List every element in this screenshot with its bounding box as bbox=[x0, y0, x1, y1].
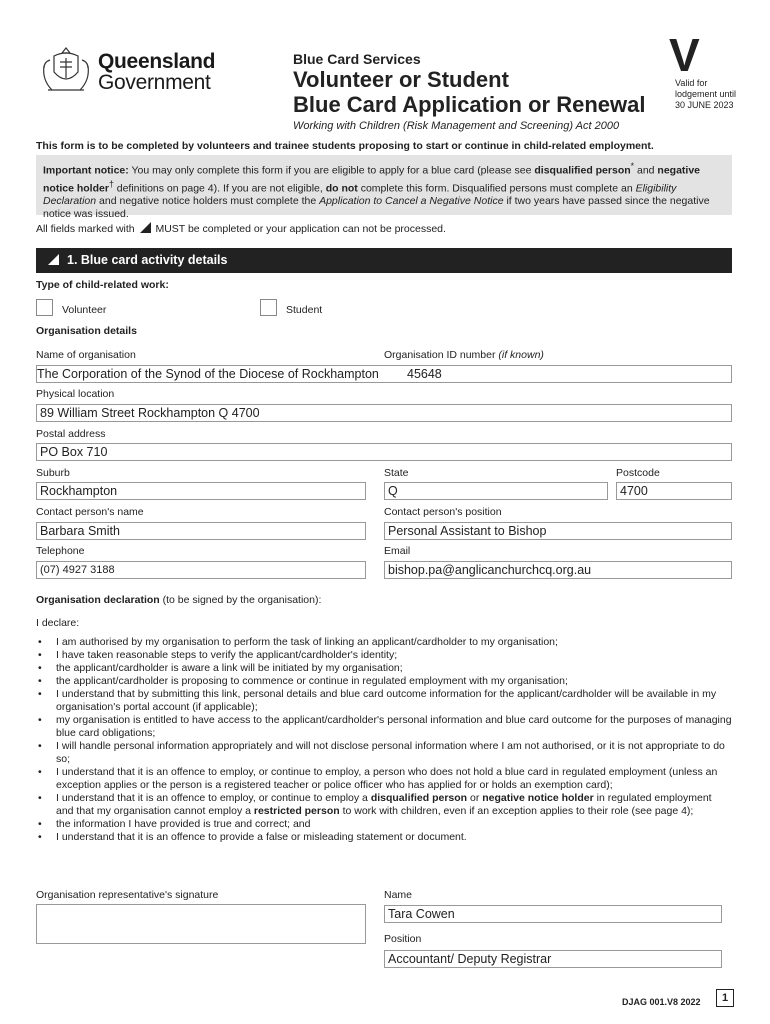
declaration-item: • I understand that it is an offence to employ, or continue to employ, a person who does not hold a blue card in regulated employment (unless an exception applies or the person is a registered teacher or police officer who has applied for or holds an exemption card); bbox=[56, 766, 732, 792]
logo-text-government: Government bbox=[98, 71, 211, 94]
section-1-title: 1. Blue card activity details bbox=[67, 253, 228, 267]
postcode-field[interactable]: 4700 bbox=[616, 482, 732, 500]
org-id-value: 45648 bbox=[407, 367, 442, 381]
rep-position-field[interactable]: Accountant/ Deputy Registrar bbox=[384, 950, 722, 968]
declaration-item bbox=[56, 792, 732, 818]
mandatory-note bbox=[36, 222, 446, 235]
work-type-label: Type of child-related work: bbox=[36, 279, 169, 291]
rep-name-field[interactable]: Tara Cowen bbox=[384, 905, 722, 923]
form-code: DJAG 001.V8 2022 bbox=[622, 997, 701, 1007]
declaration-bold: negative notice holder bbox=[482, 792, 594, 804]
service-name: Blue Card Services bbox=[293, 51, 421, 67]
contact-position-field[interactable]: Personal Assistant to Bishop bbox=[384, 522, 732, 540]
form-title-line2: Blue Card Application or Renewal bbox=[293, 92, 646, 117]
postal-address-label: Postal address bbox=[36, 428, 106, 440]
notice-bold: do not bbox=[325, 182, 358, 194]
signature-box[interactable] bbox=[36, 904, 366, 944]
rep-position-label: Position bbox=[384, 933, 422, 945]
page-number: 1 bbox=[716, 989, 734, 1007]
logo-text-queensland: Queensland bbox=[98, 50, 216, 73]
notice-lead: Important notice: bbox=[43, 164, 129, 177]
mandatory-triangle-icon bbox=[48, 254, 59, 265]
notice-text: if two years have passed since the negative notice was issued. bbox=[43, 195, 710, 220]
declaration-item: • I understand that by submitting this link, personal details and blue card outcome information for the applicant/cardholder will be available in my organisation's portal account (if applicable); bbox=[56, 688, 732, 714]
declaration-text: or bbox=[467, 792, 483, 804]
valid-line1: Valid for bbox=[675, 78, 708, 88]
notice-text: and negative notice holders must complete the bbox=[96, 195, 320, 207]
org-id-hint: (if known) bbox=[498, 349, 544, 361]
postcode-label: Postcode bbox=[616, 467, 660, 479]
email-field[interactable]: bishop.pa@anglicanchurchcq.org.au bbox=[384, 561, 732, 579]
notice-bold: negative notice holder bbox=[43, 164, 701, 194]
declaration-item: • the applicant/cardholder is proposing to commence or continue in regulated employment with my organisation; bbox=[56, 675, 732, 688]
intro-text: This form is to be completed by volunteers and trainee students proposing to start or continue in child-related employment. bbox=[36, 140, 654, 152]
contact-name-field[interactable]: Barbara Smith bbox=[36, 522, 366, 540]
contact-position-label: Contact person's position bbox=[384, 506, 502, 518]
state-field[interactable]: Q bbox=[384, 482, 608, 500]
email-label: Email bbox=[384, 545, 411, 557]
notice-bold: disqualified person bbox=[534, 164, 631, 177]
declaration-text: I understand that it is an offence to employ, or continue to employ a bbox=[56, 792, 371, 804]
declaration-item: • I will handle personal information appropriately and will not disclose personal information where I am not authorised, or it is not appropriate to do so; bbox=[56, 740, 732, 766]
declaration-item: • I understand that it is an offence to provide a false or misleading statement or document. bbox=[56, 831, 732, 844]
declaration-text: to work with children, even if an exception applies to their role (see page 4); bbox=[339, 805, 694, 817]
declaration-item: • I have taken reasonable steps to verify the applicant/cardholder's identity; bbox=[56, 649, 732, 662]
valid-line2: lodgement until bbox=[675, 89, 737, 99]
notice-text: and bbox=[634, 164, 658, 177]
important-notice bbox=[36, 155, 732, 220]
rep-name-label: Name bbox=[384, 889, 413, 901]
suburb-label: Suburb bbox=[36, 467, 70, 479]
declaration-heading bbox=[36, 594, 321, 606]
org-id-label-text: Organisation ID number bbox=[384, 349, 499, 361]
form-title-line1: Volunteer or Student bbox=[293, 67, 509, 92]
physical-location-field[interactable]: 89 William Street Rockhampton Q 4700 bbox=[36, 404, 732, 422]
signature-label: Organisation representative's signature bbox=[36, 889, 219, 901]
declaration-item: • I am authorised by my organisation to perform the task of linking an applicant/cardholder to my organisation; bbox=[56, 636, 732, 649]
mandatory-triangle-icon bbox=[140, 222, 151, 233]
notice-sup: † bbox=[108, 178, 114, 189]
volunteer-label: Volunteer bbox=[62, 304, 107, 316]
section-1-header bbox=[36, 248, 732, 273]
org-name-label: Name of organisation bbox=[36, 349, 136, 361]
i-declare-label: I declare: bbox=[36, 617, 80, 629]
org-name-value: The Corporation of the Synod of the Diocese of Rockhampton bbox=[37, 367, 379, 381]
mandatory-note-pre: All fields marked with bbox=[36, 223, 138, 235]
declaration-bold: disqualified person bbox=[370, 792, 468, 804]
valid-until bbox=[675, 78, 745, 111]
declaration-item: • the applicant/cardholder is aware a link will be initiated by my organisation; bbox=[56, 662, 732, 675]
declaration-text: in regulated employment and that my organisation cannot employ a bbox=[56, 792, 712, 817]
org-details-label: Organisation details bbox=[36, 325, 137, 337]
notice-text: definitions on page 4). If you are not eligible, bbox=[113, 182, 326, 194]
notice-italic: Eligibility Declaration bbox=[43, 182, 677, 207]
volunteer-checkbox[interactable] bbox=[36, 299, 53, 316]
declaration-item: • my organisation is entitled to have access to the applicant/cardholder's personal information and blue card outcome for the purposes of managing blue card obligations; bbox=[56, 714, 732, 740]
act-name: Working with Children (Risk Management and Screening) Act 2000 bbox=[293, 120, 620, 132]
valid-line3: 30 JUNE 2023 bbox=[675, 100, 734, 110]
form-letter: V bbox=[669, 29, 700, 81]
declaration-item: • the information I have provided is true and correct; and bbox=[56, 818, 732, 831]
notice-text: complete this form. Disqualified persons must complete an bbox=[357, 182, 636, 194]
notice-text: You may only complete this form if you are eligible to apply for a blue card (please see bbox=[128, 164, 535, 177]
student-checkbox[interactable] bbox=[260, 299, 277, 316]
student-label: Student bbox=[286, 304, 323, 316]
declaration-list bbox=[36, 636, 732, 844]
notice-italic: Application to Cancel a Negative Notice bbox=[319, 195, 504, 207]
org-name-field[interactable] bbox=[36, 365, 732, 383]
mandatory-note-post: MUST be completed or your application can not be processed. bbox=[152, 223, 446, 235]
notice-sup: * bbox=[630, 161, 635, 171]
queensland-crest-icon bbox=[36, 42, 96, 102]
org-id-label bbox=[384, 349, 544, 361]
declaration-heading-text: Organisation declaration bbox=[36, 594, 160, 606]
state-label: State bbox=[384, 467, 409, 479]
declaration-bold: restricted person bbox=[253, 805, 340, 817]
telephone-label: Telephone bbox=[36, 545, 85, 557]
telephone-field[interactable]: (07) 4927 3188 bbox=[36, 561, 366, 579]
postal-address-field[interactable]: PO Box 710 bbox=[36, 443, 732, 461]
physical-location-label: Physical location bbox=[36, 388, 115, 400]
contact-name-label: Contact person's name bbox=[36, 506, 144, 518]
declaration-heading-note: (to be signed by the organisation): bbox=[159, 594, 322, 606]
suburb-field[interactable]: Rockhampton bbox=[36, 482, 366, 500]
